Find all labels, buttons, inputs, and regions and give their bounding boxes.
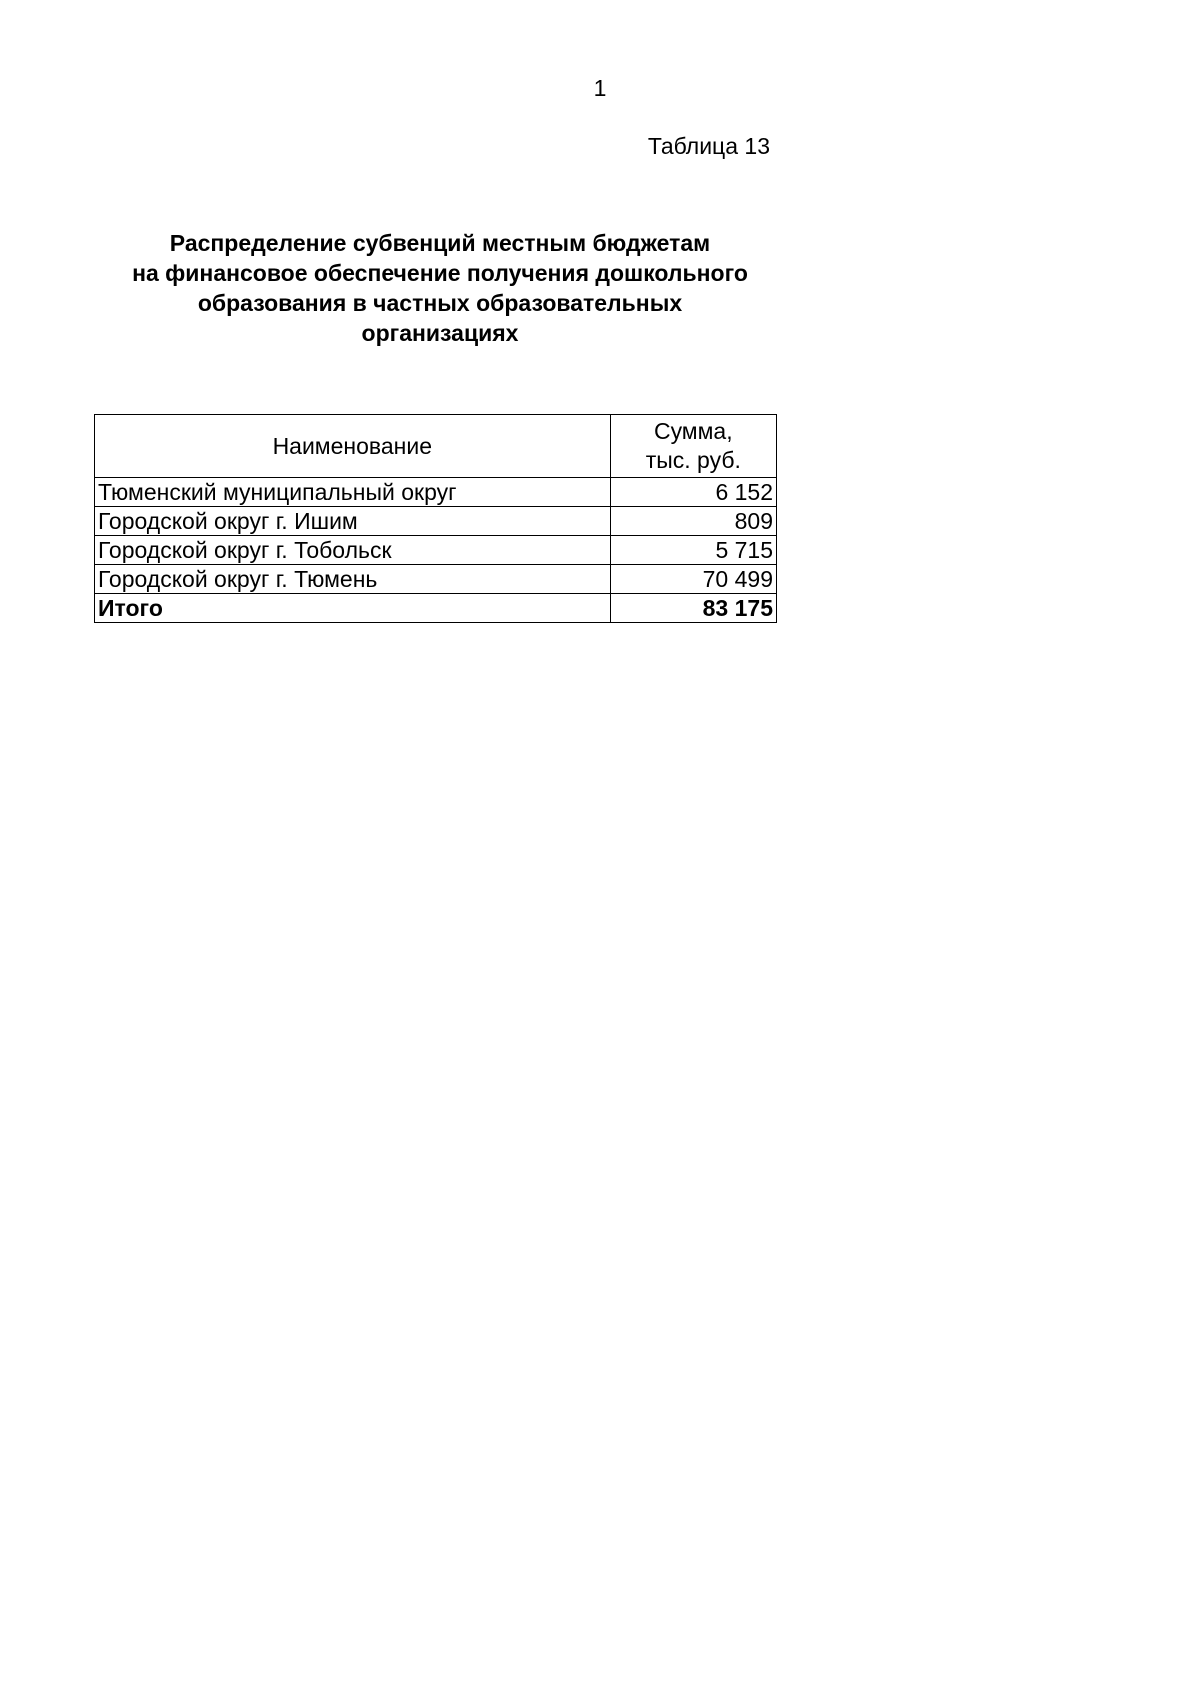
row-name: Городской округ г. Тобольск [95,536,611,565]
table-total-row [95,594,777,623]
table-row [95,478,777,507]
total-value: 83 175 [610,594,776,623]
title-line: организациях [361,320,519,346]
row-name: Городской округ г. Тюмень [95,565,611,594]
header-sum-line: тыс. руб. [645,447,741,473]
table-label: Таблица 13 [647,133,770,159]
table-row [95,565,777,594]
row-name: Городской округ г. Ишим [95,507,611,536]
row-value: 70 499 [610,565,776,594]
page-number: 1 [593,75,607,101]
document-title [80,228,800,348]
row-value: 809 [610,507,776,536]
title-line: образования в частных образовательных [197,290,683,316]
subvention-table [94,414,777,623]
table-row [95,536,777,565]
header-sum-line: Сумма, [653,418,733,444]
table-row [95,507,777,536]
header-sum [610,415,776,478]
row-name: Тюменский муниципальный округ [95,478,611,507]
row-value: 5 715 [610,536,776,565]
title-line: на финансовое обеспечение получения дошкольного [132,260,748,286]
table-header-row [95,415,777,478]
header-name: Наименование [95,415,611,478]
title-line: Распределение субвенций местным бюджетам [169,230,711,256]
row-value: 6 152 [610,478,776,507]
total-name: Итого [95,594,611,623]
